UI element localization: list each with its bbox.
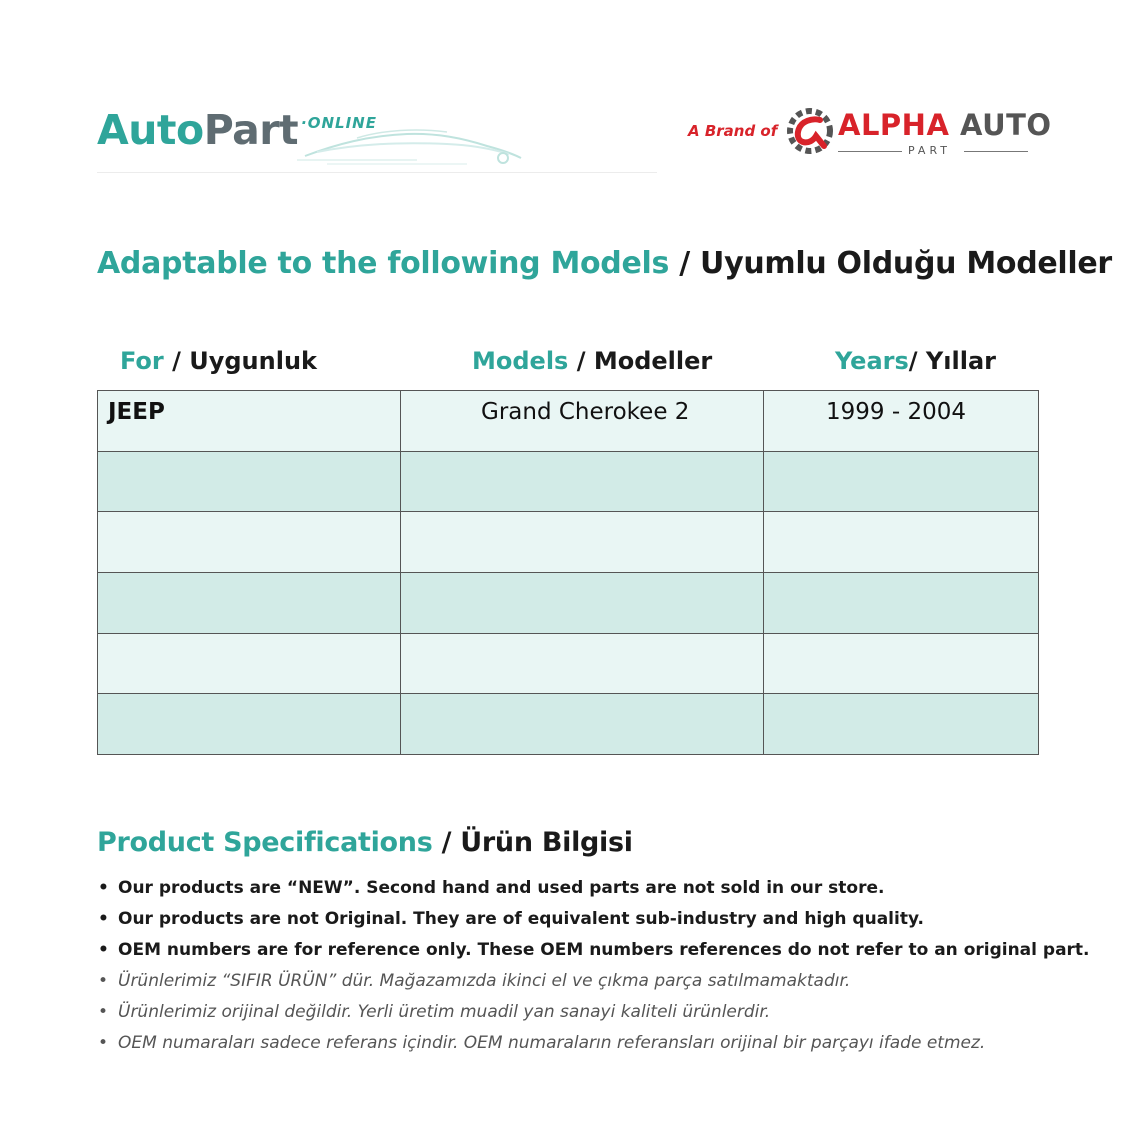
online-tag: ·ONLINE: [301, 114, 377, 132]
spec-list: [97, 878, 1097, 1064]
alpha-auto-wordmark: ALPHA AUTO: [838, 108, 1052, 142]
cell-model: [401, 512, 764, 573]
header-years: Years/ Yıllar: [835, 347, 996, 375]
list-item: • Our products are “NEW”. Second hand and used parts are not sold in our store.: [97, 878, 1097, 909]
cell-for: [98, 451, 401, 512]
list-item: • OEM numaraları sadece referans içindir. OEM numaraların referansları orijinal bir parçayı ifade etmez.: [97, 1033, 1097, 1064]
right-rule: [964, 151, 1028, 152]
autopart-online-logo: [97, 102, 437, 172]
header-for: For / Uygunluk: [120, 347, 317, 375]
cell-model: [401, 451, 764, 512]
cell-years: [764, 572, 1039, 633]
list-item: • Ürünlerimiz “SIFIR ÜRÜN” dür. Mağazamızda ikinci el ve çıkma parça satılmamaktadır.: [97, 971, 1097, 1002]
compatibility-table: [97, 390, 1039, 755]
table-row: [98, 633, 1039, 694]
alpha-gear-icon: [784, 104, 836, 156]
table-row: [98, 572, 1039, 633]
header-models: Models / Modeller: [472, 347, 713, 375]
table-row: [98, 391, 1039, 452]
cell-years: [764, 694, 1039, 755]
spec-section-title: Product Specifications / Ürün Bilgisi: [97, 827, 633, 858]
models-section-title: Adaptable to the following Models / Uyumlu Olduğu Modeller: [97, 246, 1112, 281]
left-rule: [838, 151, 902, 152]
cell-years: [764, 451, 1039, 512]
cell-for: [98, 633, 401, 694]
cell-years: [764, 633, 1039, 694]
list-item: • Our products are not Original. They are of equivalent sub-industry and high quality.: [97, 909, 1097, 940]
car-silhouette-icon: [297, 122, 527, 166]
cell-model: [401, 572, 764, 633]
list-item: • OEM numbers are for reference only. These OEM numbers references do not refer to an original part.: [97, 940, 1097, 971]
table-row: [98, 451, 1039, 512]
autopart-wordmark: AutoPart: [97, 106, 299, 154]
part-subtitle: PART: [838, 145, 1028, 157]
cell-for: JEEP: [98, 391, 401, 452]
cell-model: [401, 633, 764, 694]
cell-model: Grand Cherokee 2: [401, 391, 764, 452]
alpha-auto-part-logo: [688, 104, 1052, 160]
cell-years: 1999 - 2004: [764, 391, 1039, 452]
list-item: • Ürünlerimiz orijinal değildir. Yerli üretim muadil yan sanayi kaliteli ürünlerdir.: [97, 1002, 1097, 1033]
brand-of-label: A Brand of: [688, 122, 778, 140]
cell-for: [98, 512, 401, 573]
cell-model: [401, 694, 764, 755]
table-row: [98, 694, 1039, 755]
table-row: [98, 512, 1039, 573]
cell-for: [98, 694, 401, 755]
cell-for: [98, 572, 401, 633]
cell-years: [764, 512, 1039, 573]
logo-divider: [97, 172, 657, 173]
